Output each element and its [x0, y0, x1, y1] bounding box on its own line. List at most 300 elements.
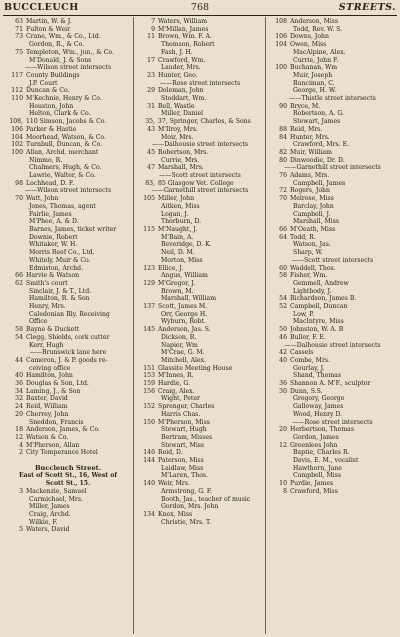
entry-text: 110 Simson, Jacobs & Co.	[26, 118, 107, 126]
directory-entry	[136, 519, 264, 527]
house-number	[4, 257, 26, 265]
entry-text: Miller, John	[158, 195, 195, 203]
entry-text: Kerr, Hugh	[29, 341, 64, 349]
directory-entry	[4, 511, 132, 519]
house-number	[4, 172, 26, 180]
directory-entry	[136, 226, 264, 234]
entry-text: Martin, W. & J.	[26, 18, 72, 25]
intersection-note	[268, 257, 397, 265]
house-number	[268, 80, 290, 88]
entry-text: Melrose, Miss	[290, 195, 334, 203]
directory-entry	[268, 64, 397, 72]
house-number: 8	[283, 487, 287, 495]
directory-entry	[136, 64, 264, 72]
entry-text: Craig, Alex.	[158, 387, 195, 395]
entry-text: M'Oeath, Miss	[290, 225, 336, 233]
house-number	[4, 110, 26, 118]
house-number: 40	[279, 356, 287, 364]
house-number	[268, 203, 290, 211]
house-number: 106	[11, 125, 23, 133]
header-rule	[3, 15, 397, 16]
entry-text: Marshall, Mrs.	[158, 164, 204, 172]
directory-entry	[4, 72, 132, 80]
house-number	[268, 87, 290, 95]
house-number	[4, 80, 26, 88]
house-number: 54	[15, 333, 23, 341]
directory-entry	[268, 33, 397, 41]
entry-text: Combe, Mrs.	[290, 356, 331, 364]
entry-text: Christie, Mrs. T.	[161, 518, 212, 526]
entry-text: Baptie, Charles R.	[293, 449, 350, 457]
entry-text: Knox, Miss	[158, 511, 193, 518]
house-number: 108	[275, 18, 287, 25]
house-number: 100	[11, 148, 23, 156]
house-number	[136, 434, 158, 442]
entry-text: Watt, John	[26, 195, 59, 203]
house-number: 129	[143, 279, 155, 287]
entry-text: Scott, James M.	[158, 303, 208, 311]
house-number: 60	[279, 264, 287, 272]
directory-entry	[268, 41, 397, 49]
house-number	[268, 57, 290, 65]
directory-entry	[4, 288, 132, 296]
intersection-text: ——Dalhousie street intersects	[151, 141, 249, 149]
entry-text: Houston, John	[29, 102, 74, 110]
directory-entry	[136, 49, 264, 57]
directory-entry	[136, 411, 264, 419]
house-number	[136, 295, 158, 303]
entry-text: Gordon, James	[293, 433, 339, 441]
entry-text: Richardson, James B.	[290, 295, 357, 303]
directory-entry	[268, 126, 397, 134]
house-number: 102	[11, 141, 23, 149]
entry-text: Watson, Jas.	[293, 241, 331, 249]
house-number: 7	[151, 18, 155, 25]
house-number	[136, 241, 158, 249]
intersection-note	[136, 187, 264, 195]
directory-entry	[268, 349, 397, 357]
directory-entry	[4, 280, 132, 288]
directory-entry	[268, 87, 397, 95]
entry-text: Fairlie, James	[29, 210, 72, 218]
directory-entry	[268, 380, 397, 388]
house-number	[4, 503, 26, 511]
directory-entry	[4, 149, 132, 157]
page-header	[4, 2, 396, 15]
directory-entry	[4, 372, 132, 380]
house-number: 112	[11, 87, 23, 95]
house-number	[268, 403, 290, 411]
intersection-text: ——Wilson street intersects	[24, 187, 112, 195]
directory-entry	[136, 472, 264, 480]
house-number	[136, 349, 158, 357]
entry-text: Duncan & Co.	[26, 87, 70, 95]
house-number	[268, 411, 290, 419]
directory-entry	[136, 419, 264, 427]
entry-text: M'Pherson, Allan	[26, 441, 80, 449]
entry-text: Sinclair, J. & T., Ltd.	[29, 287, 92, 295]
house-number: 66	[279, 225, 287, 233]
directory-entry	[136, 203, 264, 211]
entry-text: Runciman, C.	[293, 79, 335, 87]
directory-entry	[4, 295, 132, 303]
entry-text: Campbell, Miss	[293, 472, 342, 480]
entry-text: Low, P.	[293, 310, 315, 318]
house-number	[4, 511, 26, 519]
entry-text: Edmiston, Archd.	[29, 264, 84, 272]
house-number: 12	[15, 433, 23, 441]
directory-entry	[4, 488, 132, 496]
directory-entry	[4, 87, 132, 95]
house-number: 23	[147, 71, 155, 79]
entry-text: Anderson, Jas. S.	[158, 326, 211, 334]
entry-text: Waters, David	[26, 526, 70, 534]
directory-entry	[4, 241, 132, 249]
intersection-text: ——Dalhousie street intersects	[284, 341, 381, 349]
house-number	[136, 157, 158, 165]
entry-text: Davis, E. M., vocalist	[293, 457, 359, 465]
house-number	[136, 234, 158, 242]
entry-text: Napier, Wm	[161, 341, 198, 349]
directory-entry	[136, 365, 264, 373]
entry-text: Hawthorn, Jane	[293, 464, 342, 472]
directory-entry	[268, 357, 397, 365]
house-number	[4, 103, 26, 111]
house-number: 58	[15, 326, 23, 334]
directory-entry	[136, 134, 264, 142]
directory-entry	[4, 172, 132, 180]
entry-text: Crawford, Wm.	[158, 56, 206, 64]
house-number	[268, 365, 290, 373]
house-number: 153	[143, 372, 155, 380]
entry-text: Campbell, J.	[293, 210, 331, 218]
house-number	[136, 41, 158, 49]
entry-text: Stewart, Hugh	[161, 426, 207, 434]
directory-entry	[268, 141, 397, 149]
entry-text: Robertson, Mrs.	[158, 148, 209, 156]
entry-text: Currie, Mrs.	[161, 156, 200, 164]
directory-entry	[4, 303, 132, 311]
house-number	[136, 395, 158, 403]
directory-entry	[4, 411, 132, 419]
entry-text: Office	[29, 318, 48, 326]
directory-entry	[268, 272, 397, 280]
entry-text: Watson & Co.	[26, 433, 69, 441]
entry-text: Neil, D. M.	[161, 249, 195, 257]
entry-text: Barclay, John	[293, 202, 334, 210]
directory-entry	[136, 342, 264, 350]
directory-entry	[268, 226, 397, 234]
entry-text: Crane, Wm., & Co., Ltd.	[26, 33, 101, 41]
directory-entry	[136, 426, 264, 434]
house-number: 64	[279, 233, 287, 241]
directory-entry	[268, 295, 397, 303]
directory-entry	[268, 218, 397, 226]
entry-text: M'Gregor, J.	[158, 279, 196, 287]
entry-text: Stoddart, Wm.	[161, 95, 207, 103]
directory-entry	[4, 265, 132, 273]
entry-text: Logan, J.	[161, 210, 189, 218]
directory-entry	[268, 442, 397, 450]
entry-text: Wood, Henry D.	[293, 410, 343, 418]
entry-text: Baxter, David	[26, 395, 68, 403]
entry-text: Cameron, J. & P. goods re-	[26, 356, 108, 364]
entry-text: MacAlpine, Alex.	[293, 48, 346, 56]
house-number	[136, 472, 158, 480]
entry-text: Gordon, Mrs. John	[161, 503, 219, 511]
directory-entry	[268, 465, 397, 473]
entry-text: Craig, Archd.	[29, 511, 71, 518]
entry-text: Stewart, Miss	[161, 441, 205, 449]
house-number: 62	[15, 279, 23, 287]
directory-entry	[268, 18, 397, 26]
directory-entry	[4, 134, 132, 142]
directory-entry	[136, 218, 264, 226]
entry-text: Todd, Rev. W. S.	[293, 25, 343, 33]
house-number	[4, 164, 26, 172]
intersection-note	[4, 187, 132, 195]
house-number	[4, 203, 26, 211]
directory-entry	[136, 211, 264, 219]
directory-entry	[268, 118, 397, 126]
house-number	[136, 272, 158, 280]
house-number: 115	[143, 225, 155, 233]
house-number: 110	[11, 95, 23, 103]
entry-text: Sharp, W.	[293, 249, 323, 257]
directory-entry	[268, 395, 397, 403]
entry-text: Moir, Mrs.	[161, 133, 194, 141]
intersection-text: ——Scott street intersects	[291, 256, 374, 264]
house-number: 20	[15, 410, 23, 418]
directory-entry	[4, 26, 132, 34]
directory-entry	[4, 434, 132, 442]
intersection-text: ——Garnethill street intersects	[151, 187, 249, 195]
directory-entry	[268, 187, 397, 195]
directory-entry	[4, 426, 132, 434]
entry-text: Glassite Meeting House	[158, 364, 233, 372]
entry-text: M'Innes, R.	[158, 372, 194, 380]
entry-text: Crawford, Miss	[290, 487, 338, 495]
house-number: 54	[279, 295, 287, 303]
entry-text: Hamilton, John	[26, 372, 73, 380]
house-number: 140	[143, 480, 155, 488]
intersection-text: ——Garnethill street intersects	[284, 164, 381, 172]
directory-entry	[4, 41, 132, 49]
directory-entry	[4, 80, 132, 88]
house-number	[4, 234, 26, 242]
house-number: 70	[15, 195, 23, 203]
directory-entry	[136, 318, 264, 326]
house-number	[268, 241, 290, 249]
entry-text: Caledonian Rly. Receiving	[29, 310, 110, 318]
house-number	[136, 496, 158, 504]
house-number	[4, 218, 26, 226]
entry-text: Mitchell, Alex.	[161, 356, 207, 364]
house-number: 72	[279, 187, 287, 195]
house-number: 47	[147, 164, 155, 172]
entry-text: M'Kechnie, Henry & Co.	[26, 95, 102, 103]
directory-entry	[4, 357, 132, 365]
house-number	[4, 241, 26, 249]
directory-entry	[268, 241, 397, 249]
entry-text: Harris Chas.	[161, 410, 201, 418]
entry-text: Anderson, James, & Co.	[26, 426, 100, 434]
house-number	[136, 426, 158, 434]
directory-entry	[268, 57, 397, 65]
directory-entry	[4, 526, 132, 534]
entry-text: Buller, F. E.	[290, 333, 326, 341]
entry-text	[4, 457, 132, 465]
directory-entry	[136, 164, 264, 172]
entry-text: Armstrong, G. F.	[161, 487, 213, 495]
entry-text: Angus, William	[161, 272, 208, 280]
entry-text: Moorhead, Watson, & Co.	[26, 133, 106, 141]
directory-entry	[136, 295, 264, 303]
house-number: 117	[11, 71, 23, 79]
house-number	[268, 49, 290, 57]
house-number: 11	[147, 33, 155, 41]
house-number	[4, 419, 26, 427]
entry-text: Robertson, A. G.	[293, 110, 344, 118]
entry-text: M'Laren, Thos.	[161, 472, 208, 480]
entry-text: Gordon, R., & Co.	[29, 41, 85, 49]
directory-entry	[136, 95, 264, 103]
entry-text: Parker & Hastie	[26, 125, 77, 133]
house-number	[136, 211, 158, 219]
entry-text: Anderson, Miss	[290, 18, 339, 25]
directory-entry	[4, 49, 132, 57]
directory-entry	[4, 257, 132, 265]
entry-text: Scott St., 15.	[45, 480, 91, 488]
intersection-note	[136, 141, 264, 149]
entry-text: Gregory, George	[293, 395, 345, 403]
house-number	[4, 265, 26, 273]
entry-text: Doleman, John	[158, 87, 204, 95]
entry-text: Ellice, J.	[158, 264, 184, 272]
house-number	[136, 257, 158, 265]
directory-entry	[136, 180, 264, 188]
directory-entry	[136, 303, 264, 311]
entry-text: Paterson, Miss	[158, 457, 204, 465]
directory-entry	[136, 26, 264, 34]
entry-text: Johnston, W. A. B	[290, 326, 344, 334]
directory-entry	[136, 465, 264, 473]
directory-entry	[4, 195, 132, 203]
header-section-title: STREETS.	[338, 2, 396, 13]
intersection-text: ——Wilson street intersects	[24, 64, 112, 72]
entry-text: Muir, Joseph	[293, 71, 333, 79]
entry-text: Beveridge, D. K.	[161, 241, 212, 249]
entry-text: George, H. W.	[293, 87, 337, 95]
house-number	[136, 318, 158, 326]
house-number: 98	[15, 179, 23, 187]
directory-entry	[136, 372, 264, 380]
directory-column-2	[136, 18, 264, 526]
house-number: 45	[147, 148, 155, 156]
directory-entry	[4, 388, 132, 396]
directory-entry	[136, 110, 264, 118]
house-number: 24	[15, 403, 23, 411]
entry-text: Bertram, Misses	[161, 433, 213, 441]
directory-entry	[4, 395, 132, 403]
house-number	[4, 311, 26, 319]
directory-entry	[268, 26, 397, 34]
house-number	[136, 488, 158, 496]
directory-entry	[4, 334, 132, 342]
house-number: 46	[279, 333, 287, 341]
directory-entry	[4, 249, 132, 257]
directory-entry	[268, 249, 397, 257]
directory-entry	[268, 326, 397, 334]
directory-entry	[136, 72, 264, 80]
entry-text: Brown, M.	[161, 287, 194, 295]
intersection-note	[136, 80, 264, 88]
entry-text: Turnbull, Duncan, & Co.	[26, 141, 103, 149]
directory-entry	[268, 288, 397, 296]
house-number	[268, 395, 290, 403]
intersection-note	[268, 95, 397, 103]
entry-text: Booth, Jas., teacher of music	[161, 495, 251, 503]
directory-entry	[136, 87, 264, 95]
house-number	[4, 365, 26, 373]
intersection-text: ——Thistle street intersects	[289, 95, 376, 103]
directory-entry	[136, 33, 264, 41]
entry-text: City Temperance Hotel	[26, 449, 98, 457]
entry-text: Thomson, Robert	[161, 41, 215, 49]
entry-text: Campbell, James	[293, 179, 346, 187]
house-number	[4, 57, 26, 65]
entry-text: M'Millan, James	[158, 25, 209, 33]
entry-text: Gemmell, Andrew	[293, 279, 349, 287]
house-number: 123	[143, 264, 155, 272]
house-number: 32	[15, 395, 23, 403]
entry-text: Currie, John F.	[293, 56, 339, 64]
directory-entry	[136, 449, 264, 457]
house-number	[136, 465, 158, 473]
house-number	[4, 249, 26, 257]
directory-entry	[268, 265, 397, 273]
entry-text: J.P. Court	[29, 79, 58, 87]
house-number: 29	[147, 87, 155, 95]
directory-entry	[136, 349, 264, 357]
house-number	[4, 288, 26, 296]
directory-entry	[4, 380, 132, 388]
house-number	[136, 357, 158, 365]
directory-entry	[4, 57, 132, 65]
directory-entry	[136, 357, 264, 365]
house-number: 80	[279, 156, 287, 164]
directory-entry	[268, 365, 397, 373]
entry-text: Reid, D.	[158, 449, 183, 457]
entry-text: 85 Glasgow Vet. College	[158, 179, 234, 187]
directory-entry	[4, 234, 132, 242]
house-number	[136, 64, 158, 72]
directory-entry	[268, 203, 397, 211]
spacer	[4, 457, 132, 465]
house-number: 146	[143, 449, 155, 457]
entry-text: Muir, William	[290, 148, 332, 156]
entry-text: Wight, Peter	[161, 395, 200, 403]
house-number	[268, 211, 290, 219]
directory-entry	[4, 342, 132, 350]
directory-entry	[4, 449, 132, 457]
entry-text: Stewart, James	[293, 118, 341, 126]
directory-entry	[4, 496, 132, 504]
house-number	[136, 442, 158, 450]
intersection-note	[268, 419, 397, 427]
entry-text: Fisher, Wm.	[290, 272, 328, 280]
house-number	[268, 249, 290, 257]
